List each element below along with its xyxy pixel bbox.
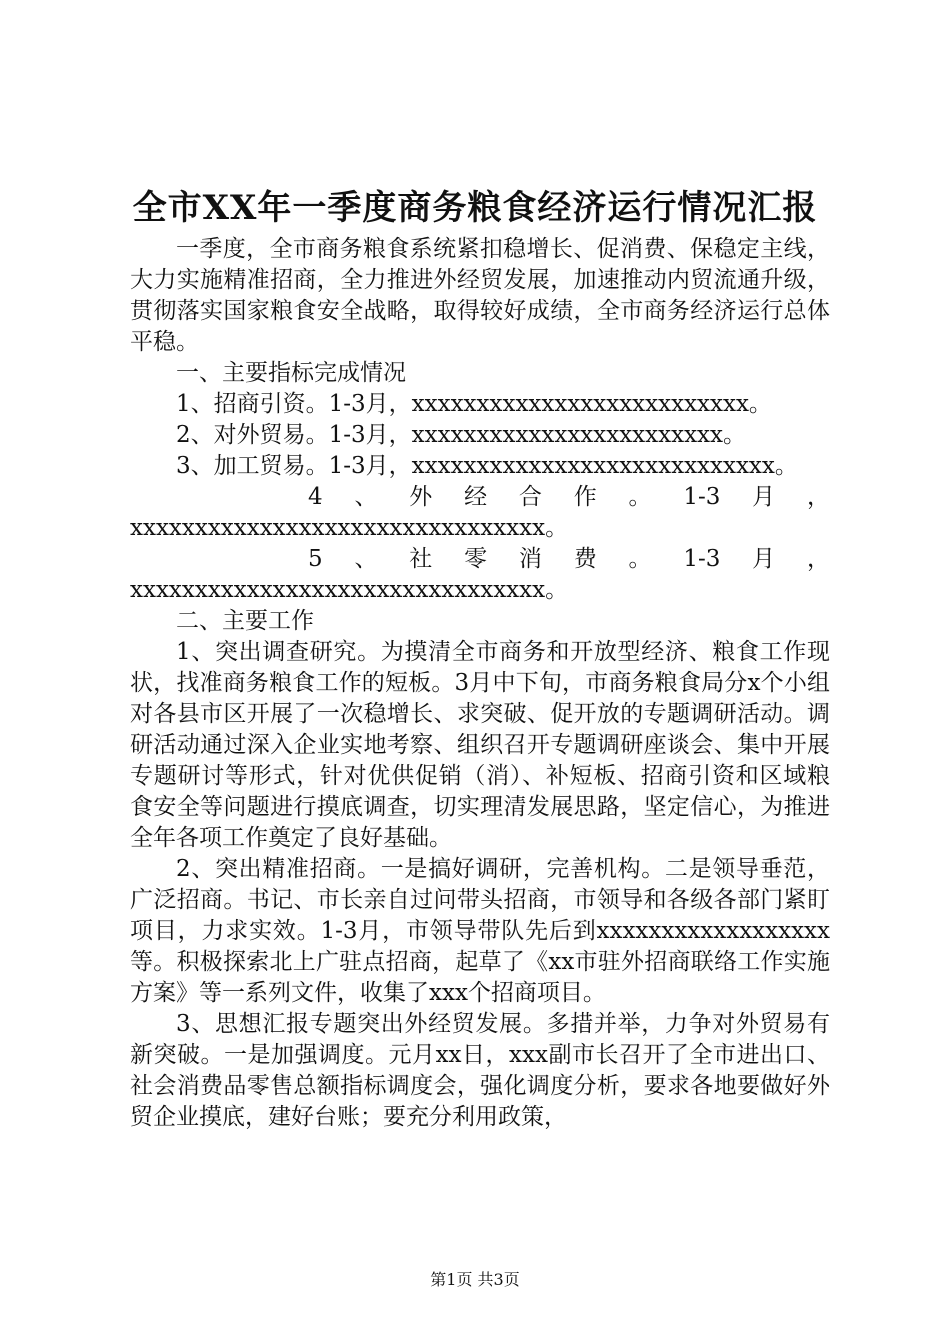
page-footer: 第1页 共3页 (430, 1270, 520, 1289)
work-paragraph-investment: 2、突出精准招商。一是搞好调研，完善机构。二是领导垂范，广泛招商。书记、市长亲自过问带头招商，市领导和各级各部门紧盯项目，力求实效。1-3月，市领导带队先后到xxxxxxxxxxxxxxxxxx等。积极探索北上广驻点招商，起草了《xx市驻外招商联络工作实施方案》等一系列文件，收集了xxx个招商项目。 (130, 856, 830, 1006)
indicator-item-economic-cooperation-wrap (130, 482, 830, 513)
document-title: 全市XX年一季度商务粮食经济运行情况汇报 (132, 188, 818, 228)
indicator-item-retail: 5、社零消费。1-3月， (308, 546, 830, 572)
work-paragraph-research: 1、突出调查研究。为摸清全市商务和开放型经济、粮食工作现状，找准商务粮食工作的短板。3月中下旬，市商务粮食局分x个小组对各县市区开展了一次稳增长、求突破、促开放的专题调研活动。调研活动通过深入企业实地考察、组织召开专题调研座谈会、集中开展专题研讨等形式，针对优供促销（消）、补短板、招商引资和区域粮食安全等问题进行摸底调查，切实理清发展思路，坚定信心，为推进全年各项工作奠定了良好基础。 (130, 639, 830, 851)
section-heading-indicators: 一、主要指标完成情况 (176, 360, 406, 386)
document-body (130, 234, 830, 1133)
indicator-item-retail-value: xxxxxxxxxxxxxxxxxxxxxxxxxxxxxxxx。 (130, 577, 569, 603)
indicator-item-investment: 1、招商引资。1-3月，xxxxxxxxxxxxxxxxxxxxxxxxxx。 (176, 391, 772, 417)
indicator-item-retail-wrap (130, 544, 830, 575)
indicator-item-economic-cooperation: 4、外经合作。1-3月， (308, 484, 830, 510)
work-paragraph-foreign-trade: 3、思想汇报专题突出外经贸发展。多措并举，力争对外贸易有新突破。一是加强调度。元月xx日，xxx副市长召开了全市进出口、社会消费品零售总额指标调度会，强化调度分析，要求各地要做好外贸企业摸底，建好台账；要充分利用政策， (130, 1011, 830, 1130)
indicator-item-foreign-trade: 2、对外贸易。1-3月，xxxxxxxxxxxxxxxxxxxxxxxx。 (176, 422, 746, 448)
indicator-item-economic-cooperation-value: xxxxxxxxxxxxxxxxxxxxxxxxxxxxxxxx。 (130, 515, 569, 541)
section-heading-main-work: 二、主要工作 (176, 608, 314, 634)
indicator-item-processing-trade: 3、加工贸易。1-3月，xxxxxxxxxxxxxxxxxxxxxxxxxxxx。 (176, 453, 798, 479)
intro-paragraph: 一季度，全市商务粮食系统紧扣稳增长、促消费、保稳定主线，大力实施精准招商，全力推进外经贸发展，加速推动内贸流通升级，贯彻落实国家粮食安全战略，取得较好成绩，全市商务经济运行总体平稳。 (130, 236, 830, 355)
